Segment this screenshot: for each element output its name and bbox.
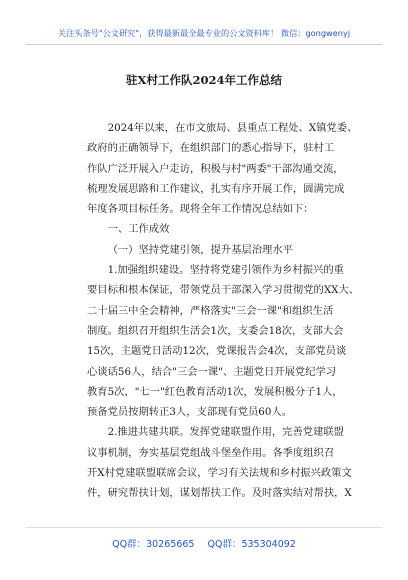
- body-line: 年度各项目标任务。现将全年工作情况总结如下：: [87, 203, 314, 216]
- header-divider: [26, 44, 382, 45]
- body-line: 梳理发展思路和工作建议，扎实有序开展工作，圆满完成: [87, 182, 345, 195]
- body-line: 心谈话56人，结合"三会一课"、主题党日开展党纪学习: [87, 365, 337, 378]
- subsection-heading: （一）坚持党建引领，提升基层治理水平: [107, 243, 293, 256]
- body-line: 2.推进共建共联。发挥党建联盟作用，完善党建联盟: [107, 426, 344, 439]
- body-line: 1.加强组织建设。坚持将党建引领作为乡村振兴的重: [107, 264, 344, 277]
- body-line: 开X村党建联盟联席会议，学习有关法规和乡村振兴政策文: [87, 467, 352, 480]
- header-notice: 关注头条号"公文研究"，获得最新最全最专业的公文资料库！ 微信：gongwenyj: [57, 28, 351, 38]
- body-line: 二十届三中全会精神，严格落实"三会一课"和组织生活: [87, 304, 334, 317]
- qq-group-2: QQ群：535304092: [207, 539, 296, 550]
- document-body: [87, 118, 360, 504]
- qq-group-1: QQ群：30265665: [112, 539, 195, 550]
- body-line: 预备党员按期转正3人，支部现有党员60人。: [87, 406, 292, 419]
- body-line: 件，研究帮扶计划，谋划帮扶工作。及时落实结对帮扶，X: [87, 487, 352, 500]
- body-line: 政府的正确领导下，在组织部门的悉心指导下，驻村工: [87, 142, 335, 155]
- body-line: 制度。组织召开组织生活会1次，支委会18次，支部大会: [87, 324, 344, 337]
- footer-divider: [26, 527, 382, 528]
- footer-contact: [0, 536, 408, 550]
- body-line: 要目标和根本保证，带领党员干部深入学习贯彻党的XX大、: [87, 284, 360, 297]
- body-line: 教育5次，"七一"红色教育活动1次，发展积极分子1人，: [87, 385, 343, 398]
- body-line: 15次，主题党日活动12次，党课报告会4次，支部党员谈: [87, 345, 347, 358]
- section-heading: 一、工作成效: [107, 223, 170, 236]
- document-title: 驻X村工作队2024年工作总结: [126, 73, 282, 87]
- body-line: 议事机制，夯实基层党组战斗堡垒作用。各季度组织召: [87, 446, 335, 459]
- body-line: 作队广泛开展入户走访，积极与村"两委"干部沟通交流，: [87, 162, 344, 175]
- body-line: 2024年以来，在市文旅局、县重点工程处、X镇党委、: [107, 122, 358, 134]
